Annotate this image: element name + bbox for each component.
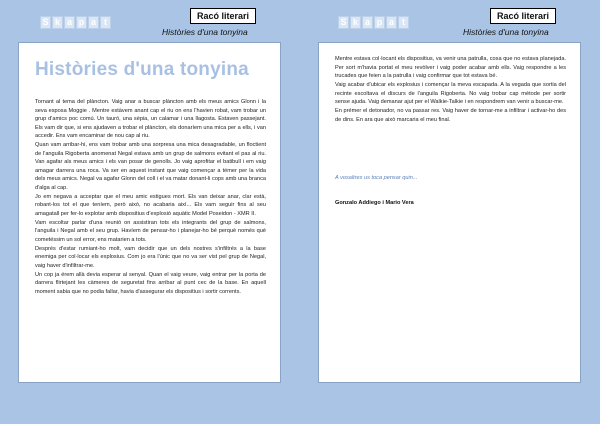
logo-letter-tile: a bbox=[362, 16, 373, 29]
skapat-logo-right bbox=[338, 12, 409, 32]
logo-letter-tile: a bbox=[64, 16, 75, 29]
page-right bbox=[318, 42, 581, 383]
paragraph: Un cop ja érem allà devia esperar al senyal. Quan el vaig veure, vaig entrar per la porta de darrera flirtejant les càmeres de seguretat fins arribar al punt cec de la base. En aquell moment sabia que no podia fallar, havia d'assegurar els dispositius i sortir corrents. bbox=[35, 271, 266, 295]
closing-quote: A vosaltres us toca pensar quin... bbox=[335, 175, 418, 181]
logo-letter-tile: S bbox=[40, 16, 51, 29]
paragraph: Jo em negava a acceptar que el meu amic estigues mort. Els van deixar anar, clar està, robant-los tot el que teníem, però això, no acabaria aixì... Els vam seguir fins al seu amagatall per fer-lo explotar amb dispositius d'explosió aquàtic Model Poseidon - XMR II. bbox=[35, 193, 266, 217]
logo-letter-tile: k bbox=[350, 16, 361, 29]
header-label-right: Racó literari bbox=[490, 8, 556, 24]
header-label-left: Racó literari bbox=[190, 8, 256, 24]
header-subtitle-right: Històries d'una tonyina bbox=[463, 27, 549, 37]
header-subtitle-left: Històries d'una tonyina bbox=[162, 27, 248, 37]
page-title: Històries d'una tonyina bbox=[35, 59, 249, 80]
logo-letter-tile: S bbox=[338, 16, 349, 29]
paragraph: Mentre estava col·locant els dispositius, va venir una patrulla, cosa que no estava planejada. Per sort m'havia portat el meu revòlver i vaig poder acabar amb ells. Vaig respondre a les trucades que feien a la patrulla i vaig confirmar que tot estava bé. bbox=[335, 56, 566, 79]
authors: Gonzalo Addiego i Mario Vera bbox=[335, 200, 414, 206]
paragraph: Tornant al tema del plàncton. Vaig anar a buscar plàncton amb els meus amics Glonn i la seva esposa Moggie . Mentre estàvem anant cap el riu on ens l'havien robat, vam trobar un grup d'amics poc comú. Un tauró, una sèpia, un calamar i una llagosta. Estaven passejant. Els vam dir que, si ens ajudaven a trobar el plàncton, els donaríem una mica per a ells, i van accedir. Ens vam encaminar de nou cap al riu. bbox=[35, 99, 266, 139]
logo-letter-tile: p bbox=[374, 16, 385, 29]
paragraph: Vam escoltar parlar d'una reunió on assistiran tots els integrants del grup de salmons, l'anguila i Negal amb el seu grup. Havíem de pensar-ho i planejar-ho bé perquè només què cometéssim un sol error, ens matarien a tots. bbox=[35, 219, 266, 243]
paragraph: En prémer el detonador, no va passar res. Vaig haver de tornar-me a infiltrar i activar-ho des de dins. En ara que això marcaria el meu final. bbox=[335, 108, 566, 123]
story-body-right bbox=[335, 55, 566, 125]
logo-letter-tile: k bbox=[52, 16, 63, 29]
logo-letter-tile: t bbox=[398, 16, 409, 29]
logo-letter-tile: t bbox=[100, 16, 111, 29]
paragraph: Quan vam arribar-hi, ens vam trobar amb una sorpresa una mica desagradable, un floctient de l'anguila Rigoberta anomenat Negal estava amb un grup de salmons evitant el pas al riu. Van agafar als meus amics i els van posar de genolls. Jo vaig aprofitar el batibull i em vaig amagar darrera una roca. Va ser en aquest instant que vaig començar a témer per la vida dels meus amics. Negal va agafar Glonn del coll i el va matar donant-li cops amb una branca d'alga al cap. bbox=[35, 142, 266, 191]
story-body-left bbox=[35, 98, 266, 297]
paragraph: Vaig acabar d'ubicar els explosius i començar la meva escapada. A la vegada que sortia del recinte escoltava el discurs de l'anguila Rigoberta. No vaig trobar cap mètode per sortir sense ajuda. Vaig demanar ajut per el Walkie-Talkie i en respondrem van venir a buscar-me. bbox=[335, 82, 566, 105]
logo-letter-tile: p bbox=[76, 16, 87, 29]
paragraph: Després d'estar rumiant-ho molt, vam decidir que un dels nostres s'infiltrés a la base enemiga per col·locar els explosius. Com jo era l'únic que no va ser vist pel grup de Negal, vaig haver d'infiltrar-me. bbox=[35, 245, 266, 269]
logo-letter-tile: a bbox=[88, 16, 99, 29]
page-left bbox=[18, 42, 281, 383]
skapat-logo-left bbox=[40, 12, 111, 32]
logo-letter-tile: a bbox=[386, 16, 397, 29]
